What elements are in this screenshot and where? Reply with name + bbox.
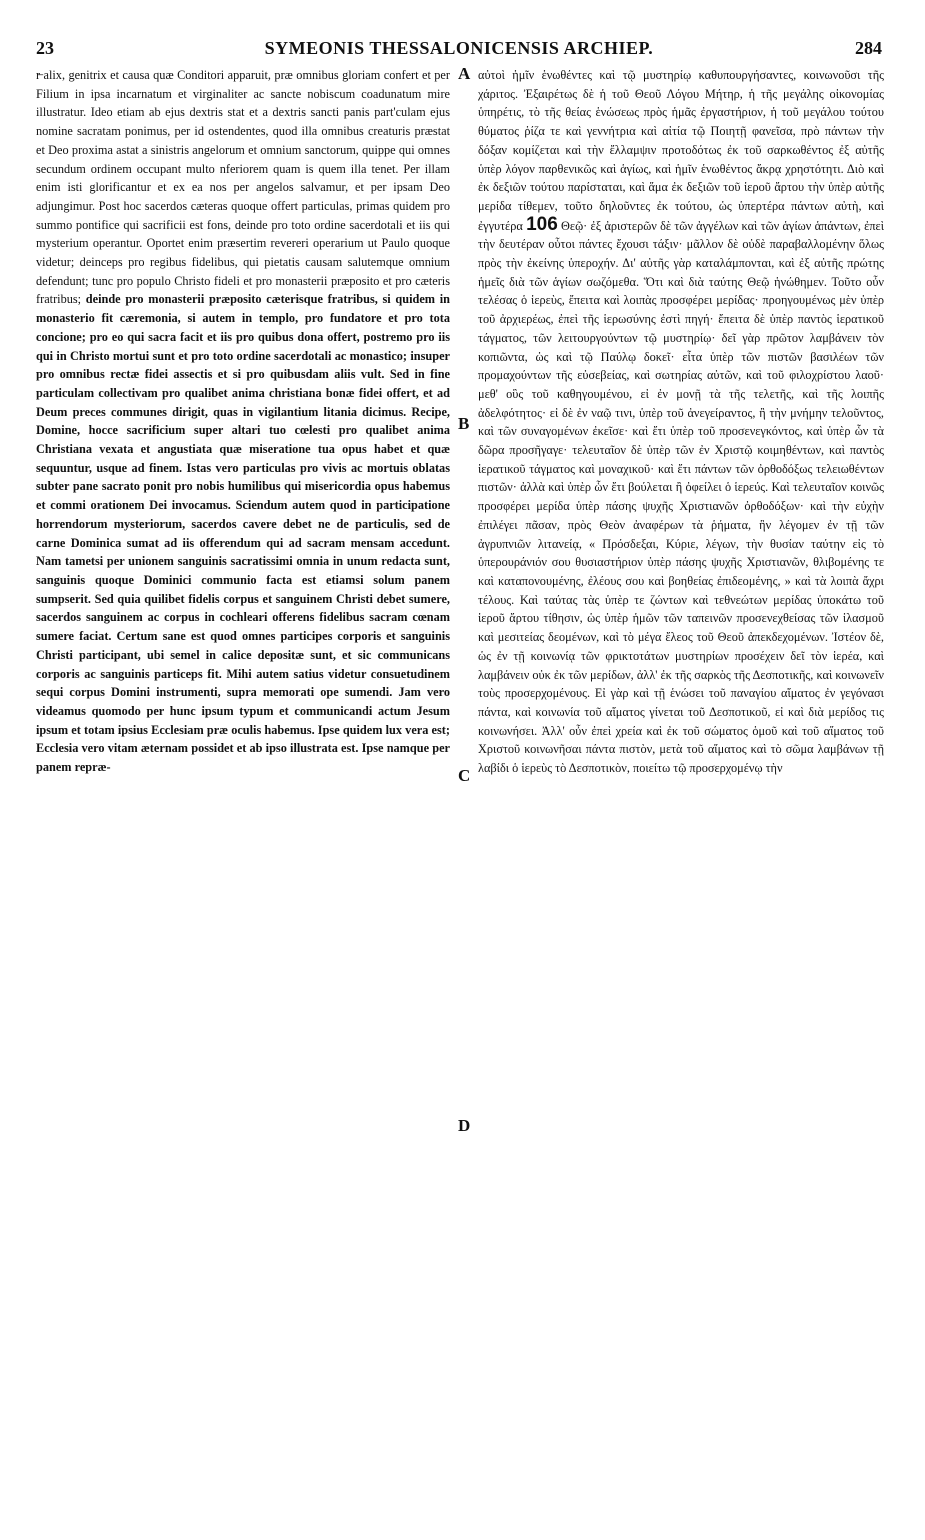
page-header (36, 38, 882, 64)
page-number-left: 23 (36, 38, 54, 58)
latin-column (36, 66, 450, 1536)
greek-text (478, 66, 884, 778)
page-number-right: 284 (855, 38, 882, 58)
margin-letter-a: A (458, 64, 471, 83)
greek-column (478, 66, 884, 1536)
latin-text (36, 66, 450, 777)
running-title: SYMEONIS THESSALONICENSIS ARCHIEP. (264, 38, 654, 58)
column-number-badge: 106 (526, 213, 558, 235)
greek-text-part-2: Θεῷ· ἐξ ἀριστερῶν δὲ τῶν ἀγγέλων καὶ τῶν ἁγίων ἁπάντων, ἐπεὶ τὴν δευτέραν οὗτοι πάντες ἔχουσι τάξιν· μᾶλλον δὲ οὐδὲ παραβαλλομένην ὅλως πρὸς τὴν ἐκείνης ὑπεροχήν. Δι' αὐτῆς γὰρ καταλάμπονται, καὶ ἐξ αὐτῆς πρώτης ἡμεῖς διὰ τῶν ἁγίων σωζόμεθα. Ὅτι καὶ διὰ ταύτης Θεῷ ἡνώθημεν. Τοῦτο οὖν τελέσας ὁ ἱερεὺς, ἔπειτα καὶ λοιπὰς προσφέρει μερίδας· προηγουμένως μὲν ὑπὲρ τοῦ ἀρχιερέως, ἐπεὶ τῆς ἱερωσύνης ἐστὶ πηγή· ἔπειτα δὲ ὑπὲρ παντὸς ἱερατικοῦ τάγματος, τῶν λειτουργούντων τῷ μυστηρίῳ· δεῖ γὰρ πρῶτον λαμβάνειν τὸν κοπιῶντα, ὡς καὶ τῷ Παύλῳ δοκεῖ· εἶτα ὑπὲρ τῶν πιστῶν βασιλέων τῶν προμαχούντων τῆς εὐσεβείας, καὶ σωτηρίας αὐτῶν, καὶ τοῦ φιλοχρίστου λαοῦ· μεθ' οὓς τοῦ καθηγουμένου, εἰ ἐν μονῇ τὰ τῆς τελετῆς, καὶ τῆς λοιπῆς ἀδελφότητος· εἰ δὲ ἐν ναῷ τινι, ὑπὲρ τοῦ ἀνεγείραντος, ἢ τὴν μνήμην τελοῦντος, καὶ τῶν συναγομένων ἐκεῖσε· καὶ ἔτι ὑπὲρ τοῦ προσενεγκόντος, καὶ ὑπὲρ ὧν τὰ δῶρα προσῆγαγε· τελευταῖον δὲ ὑπὲρ τῶν ἐν Χριστῷ κοιμηθέντων, καὶ παντὸς ἱερατικοῦ τάγματος καὶ μοναχικοῦ· καὶ ἔτι πάντων τῶν ὀρθοδόξως τελειωθέντων πιστῶν· ἀλλὰ καὶ ὑπὲρ ὧν ἔτι βούλεται ἢ ὀφείλει ὁ ἱερεύς. Καὶ τελευταῖον κοινῶς προσφέρει μερίδα ὑπὲρ πάσης ψυχῆς Χριστιανῶν ὀρθοδόξων· καὶ τὴν εὐχὴν ἐπιλέγει πᾶσαν, πρὸς Θεὸν ἀναφέρων τὰ ῥήματα, ἣν λέγομεν ἐν τῇ τῶν ἀγρυπνιῶν λιτανείᾳ, « Πρόσδεξαι, Κύριε, λέγων, τὴν θυσίαν ταύτην εἰς τὸ ὑπερουράνιόν σου θυσιαστήριον ὑπὲρ πάσης ψυχῆς Χριστιανῶν, θλιβομένης τε καὶ καταπονουμένης, ἐλέους σου καὶ βοηθείας ἐπιδεομένης, » καὶ τὰ λοιπὰ ἄχρι τέλους. Καὶ ταύτας τὰς ὑπὲρ τε ζώντων καὶ τεθνεώτων μερίδας ὑποκάτω τοῦ ἱεροῦ ἄρτου τίθησιν, ὡς ὑπὲρ ἡμῶν τῶν ταπεινῶν προσενεχθείσας τῶν ἱλασμοῦ καὶ μεσιτείας δεομένων, καὶ τὸ μέγα ἔλεος τοῦ Θεοῦ ἀπεκδεχομένων. Ἰστέον δὲ, ὡς ἐν τῇ κοινωνίᾳ τῶν φρικτοτάτων μυστηρίων προσέχειν δεῖ τὸν ἱερέα, καὶ λαμβάνειν οὐκ ἐκ τῶν μερίδων, ἀλλ' ἐκ τῆς σαρκὸς τῆς Δεσποτικῆς, καὶ κοινωνεῖν τοὺς προσερχομένους. Εἰ γὰρ καὶ τῇ ἑνώσει τοῦ παναγίου αἵματος ἐν γεγόνασι πάντα, καὶ κοινωνία τοῦ αἵματος γίνεται τοῦ Δεσποτικοῦ, εἰ καὶ διὰ μερίδος τις κοινωνήσει. Ἀλλ' οὖν ἐπεὶ χρεία καὶ ἐκ τοῦ σώματος ὁμοῦ καὶ τοῦ αἵματος τοῦ Χριστοῦ κοινωνῆσαι πάντα πιστὸν, μετὰ τοῦ αἵματος καὶ τὸ σῶμα λαμβάνων τῇ λαβίδι ὁ ἱερεὺς τὸ Δεσποτικὸν, ποιείτω τῷ προσερχομένῳ τὴν (478, 218, 884, 776)
latin-text-normal: r̶ alix, genitrix et causa quæ Conditori apparuit, præ omnibus gloriam confert et per Filium in ipsa incarnatum et virginaliter ac sancte nobiscum coadunatum mire illustratur. Ideo etiam ab ejus dextris stat et a dextris sancti panis part'culam ejus nomine sacratam ponimus, per id ostendentes, quod illa omnibus creaturis præstat et Deo proxima astat a sinistris angelorum et omnium sanctorum, quippe qui omnes secundum ordinem occupant multo nferiorem quam is quem illa tenet. Per illam enim isti glorificantur et ex ea nos per angelos salvamur, et per ipsam Deo adjungimur. Post hoc sacerdos cæteras quoque offert particulas, primas quidem pro summo pontifice qui sacrificii est fons, deinde pro toto ordine sacerdotali et iis qui mysterium operantur. Oportet enim præsertim revereri operarium ut Paulo quoque videtur; deinceps pro regibus fidelibus, qui pietatis causam salutemque omnium defendunt; tunc pro populo Christo fideli et pro monasterii præposito et pro cæteris fratribus; (36, 68, 450, 307)
margin-letter-b: B (458, 414, 470, 433)
latin-text-bold: deinde pro monasterii præposito cæterisque fratribus, si quidem in monasterio fit cæremonia, si autem in templo, pro fundatore et pro tota concione; pro eo qui sacra facit et iis pro quibus dona offert, postremo pro iis qui in Christo mortui sunt et pro toto ordine sacerdotali ac monastico; insuper pro omnibus rectæ fidei assectis et si pro quibusdam aliis vult. Sed in fine particulam collectivam pro qualibet anima christiana bonæ fidei offert, et ad Deum preces communes dirigit, quas in vigilantium litania dicimus. Recipe, Domine, hocce sacrificium super altari tuo cœlesti pro qualibet anima Christiana vexata et angustiata quæ miseratione tua opus habet et quæ sequuntur, usque ad finem. Istas vero particulas pro vivis ac mortuis oblatas subter pane sacrato ponit pro nobis humilibus qui misericordia opus habemus et commi orationem Dei invocamus. Sciendum autem quod in participatione horrendorum mysteriorum, sacerdos cavere debet ne de particulis, sed de carne Dominica sumat ad iis offerendum qui ad sacram mensam accedunt. Nam tametsi per unionem sanguinis sacratissimi omnia in unum redacta sunt, sanguinis quoque Dominici communio facta est etiamsi solum panem sumpserit. Sed quia quilibet fidelis corpus et sanguinem Christi debet sumere, sacerdos sanguinem ac corpus in cochleari offerens fidelibus sacram cœnam sumere faciat. Certum sane est quod omnes participes corporis et sanguinis Christi participant, ubi semel in calice depositæ sunt, et sic communicans corporis ac sanguinis particeps fit. Mihi autem satius videtur consuetudinem sequi corpus Domini instrumenti, supra memorati ope sumendi. Jam vero videamus quomodo per hunc ipsum typum et communicandi actum Jesum ipsum et totam ipsius Ecclesiam præ oculis habemus. Ipse quidem lux vera est; Ecclesia vero vitam æternam possidet et ab ipso illustrata est. Ipse namque per panem repræ- (36, 292, 450, 775)
margin-letter-c: C (458, 766, 471, 785)
margin-letter-d: D (458, 1116, 471, 1135)
greek-text-part-1: αὐτοὶ ἡμῖν ἑνωθέντες καὶ τῷ μυστηρίῳ καθυπουργήσαντες, κοινωνοῦσι τῆς χάριτος. Ἐξαιρέτως δὲ ἡ τοῦ Θεοῦ Λόγου Μήτηρ, ἡ τῆς μεγάλης οἰκονομίας ὑπηρέτις, τὸ τῆς θείας ἑνώσεως πρὸς ἡμᾶς ἐργαστήριον, ἡ τοῦ μεγάλου τούτου θύματος ῥίζα τε καὶ γεννήτρια καὶ αἰτία τῷ Ποιητῇ φανεῖσα, πρὸ πάντων τὴν δόξαν κομίζεται καὶ τὴν ἔλλαμψιν προτοδότως ἐκ τοῦ σαρκωθέντος ἐξ αὐτῆς ὑπὲρ λόγον παρθενικῶς καὶ ἁγίως, καὶ ἡμῖν ἑνωθέντος ἄκρᾳ χρηστότητι. Διὸ καὶ ἐκ δεξιῶν τούτου παρίσταται, καὶ ἅμα ἐκ δεξιῶν τοῦ ἱεροῦ ἄρτου τὴν ὑπὲρ αὐτῆς μερίδα τίθεμεν, τοῦτο δηλοῦντες ἐκ τούτου, ὡς ὑπερτέρα πάντων αὐτὴ, καὶ ἐγγυτέρα (478, 68, 884, 233)
